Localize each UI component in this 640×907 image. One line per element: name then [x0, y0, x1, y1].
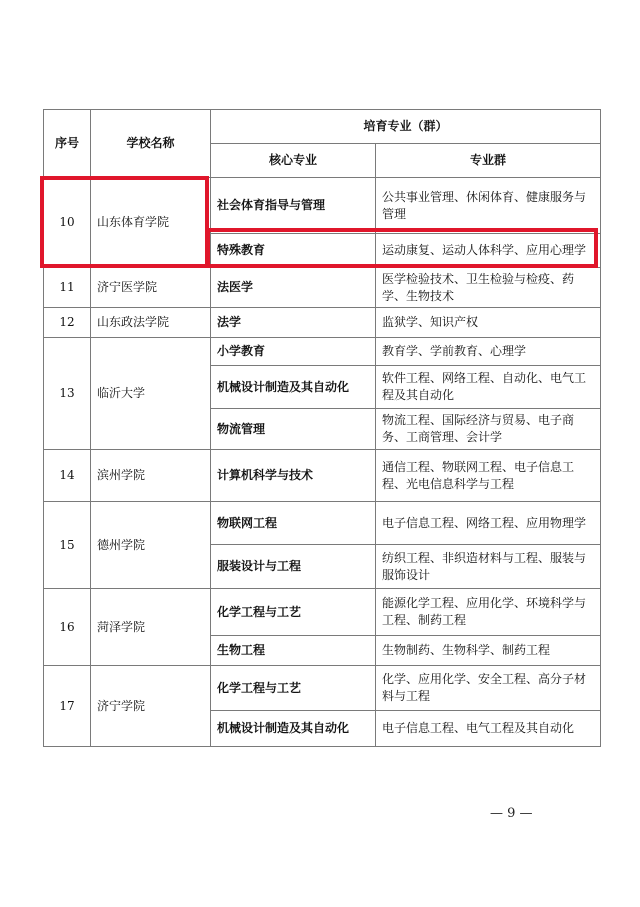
major-group: 运动康复、运动人体科学、应用心理学	[376, 234, 601, 268]
major-group: 物流工程、国际经济与贸易、电子商务、工商管理、会计学	[376, 409, 601, 450]
header-school: 学校名称	[91, 110, 211, 178]
table-row	[44, 308, 601, 338]
school-name: 临沂大学	[91, 338, 211, 450]
school-name: 滨州学院	[91, 450, 211, 502]
table-row	[44, 338, 601, 366]
school-name: 菏泽学院	[91, 589, 211, 666]
row-no: 12	[44, 308, 91, 338]
major-group: 公共事业管理、休闲体育、健康服务与管理	[376, 178, 601, 234]
table-row	[44, 666, 601, 711]
school-name: 山东政法学院	[91, 308, 211, 338]
major-group: 监狱学、知识产权	[376, 308, 601, 338]
row-no: 10	[44, 178, 91, 268]
major-group: 电子信息工程、网络工程、应用物理学	[376, 502, 601, 545]
header-program: 培育专业（群）	[211, 110, 601, 144]
table-row	[44, 450, 601, 502]
school-name: 德州学院	[91, 502, 211, 589]
core-major: 计算机科学与技术	[211, 450, 376, 502]
core-major: 特殊教育	[211, 234, 376, 268]
core-major: 服装设计与工程	[211, 545, 376, 589]
core-major: 物联网工程	[211, 502, 376, 545]
core-major: 社会体育指导与管理	[211, 178, 376, 234]
major-group: 生物制药、生物科学、制药工程	[376, 636, 601, 666]
core-major: 物流管理	[211, 409, 376, 450]
core-major: 小学教育	[211, 338, 376, 366]
table-row	[44, 502, 601, 545]
program-table	[43, 109, 601, 747]
row-no: 14	[44, 450, 91, 502]
major-group: 教育学、学前教育、心理学	[376, 338, 601, 366]
header-no: 序号	[44, 110, 91, 178]
major-group: 医学检验技术、卫生检验与检疫、药学、生物技术	[376, 268, 601, 308]
core-major: 法医学	[211, 268, 376, 308]
core-major: 化学工程与工艺	[211, 589, 376, 636]
school-name: 山东体育学院	[91, 178, 211, 268]
major-group: 软件工程、网络工程、自动化、电气工程及其自动化	[376, 366, 601, 409]
school-name: 济宁学院	[91, 666, 211, 747]
core-major: 生物工程	[211, 636, 376, 666]
major-group: 纺织工程、非织造材料与工程、服装与服饰设计	[376, 545, 601, 589]
table-row	[44, 178, 601, 234]
core-major: 法学	[211, 308, 376, 338]
row-no: 16	[44, 589, 91, 666]
header-group: 专业群	[376, 144, 601, 178]
row-no: 11	[44, 268, 91, 308]
core-major: 机械设计制造及其自动化	[211, 711, 376, 747]
header-core: 核心专业	[211, 144, 376, 178]
row-no: 17	[44, 666, 91, 747]
core-major: 化学工程与工艺	[211, 666, 376, 711]
row-no: 13	[44, 338, 91, 450]
row-no: 15	[44, 502, 91, 589]
table-row	[44, 589, 601, 636]
table-row	[44, 268, 601, 308]
major-group: 电子信息工程、电气工程及其自动化	[376, 711, 601, 747]
major-group: 化学、应用化学、安全工程、高分子材料与工程	[376, 666, 601, 711]
core-major: 机械设计制造及其自动化	[211, 366, 376, 409]
page-number: — 9 —	[490, 806, 533, 821]
major-group: 能源化学工程、应用化学、环境科学与工程、制药工程	[376, 589, 601, 636]
major-group: 通信工程、物联网工程、电子信息工程、光电信息科学与工程	[376, 450, 601, 502]
school-name: 济宁医学院	[91, 268, 211, 308]
